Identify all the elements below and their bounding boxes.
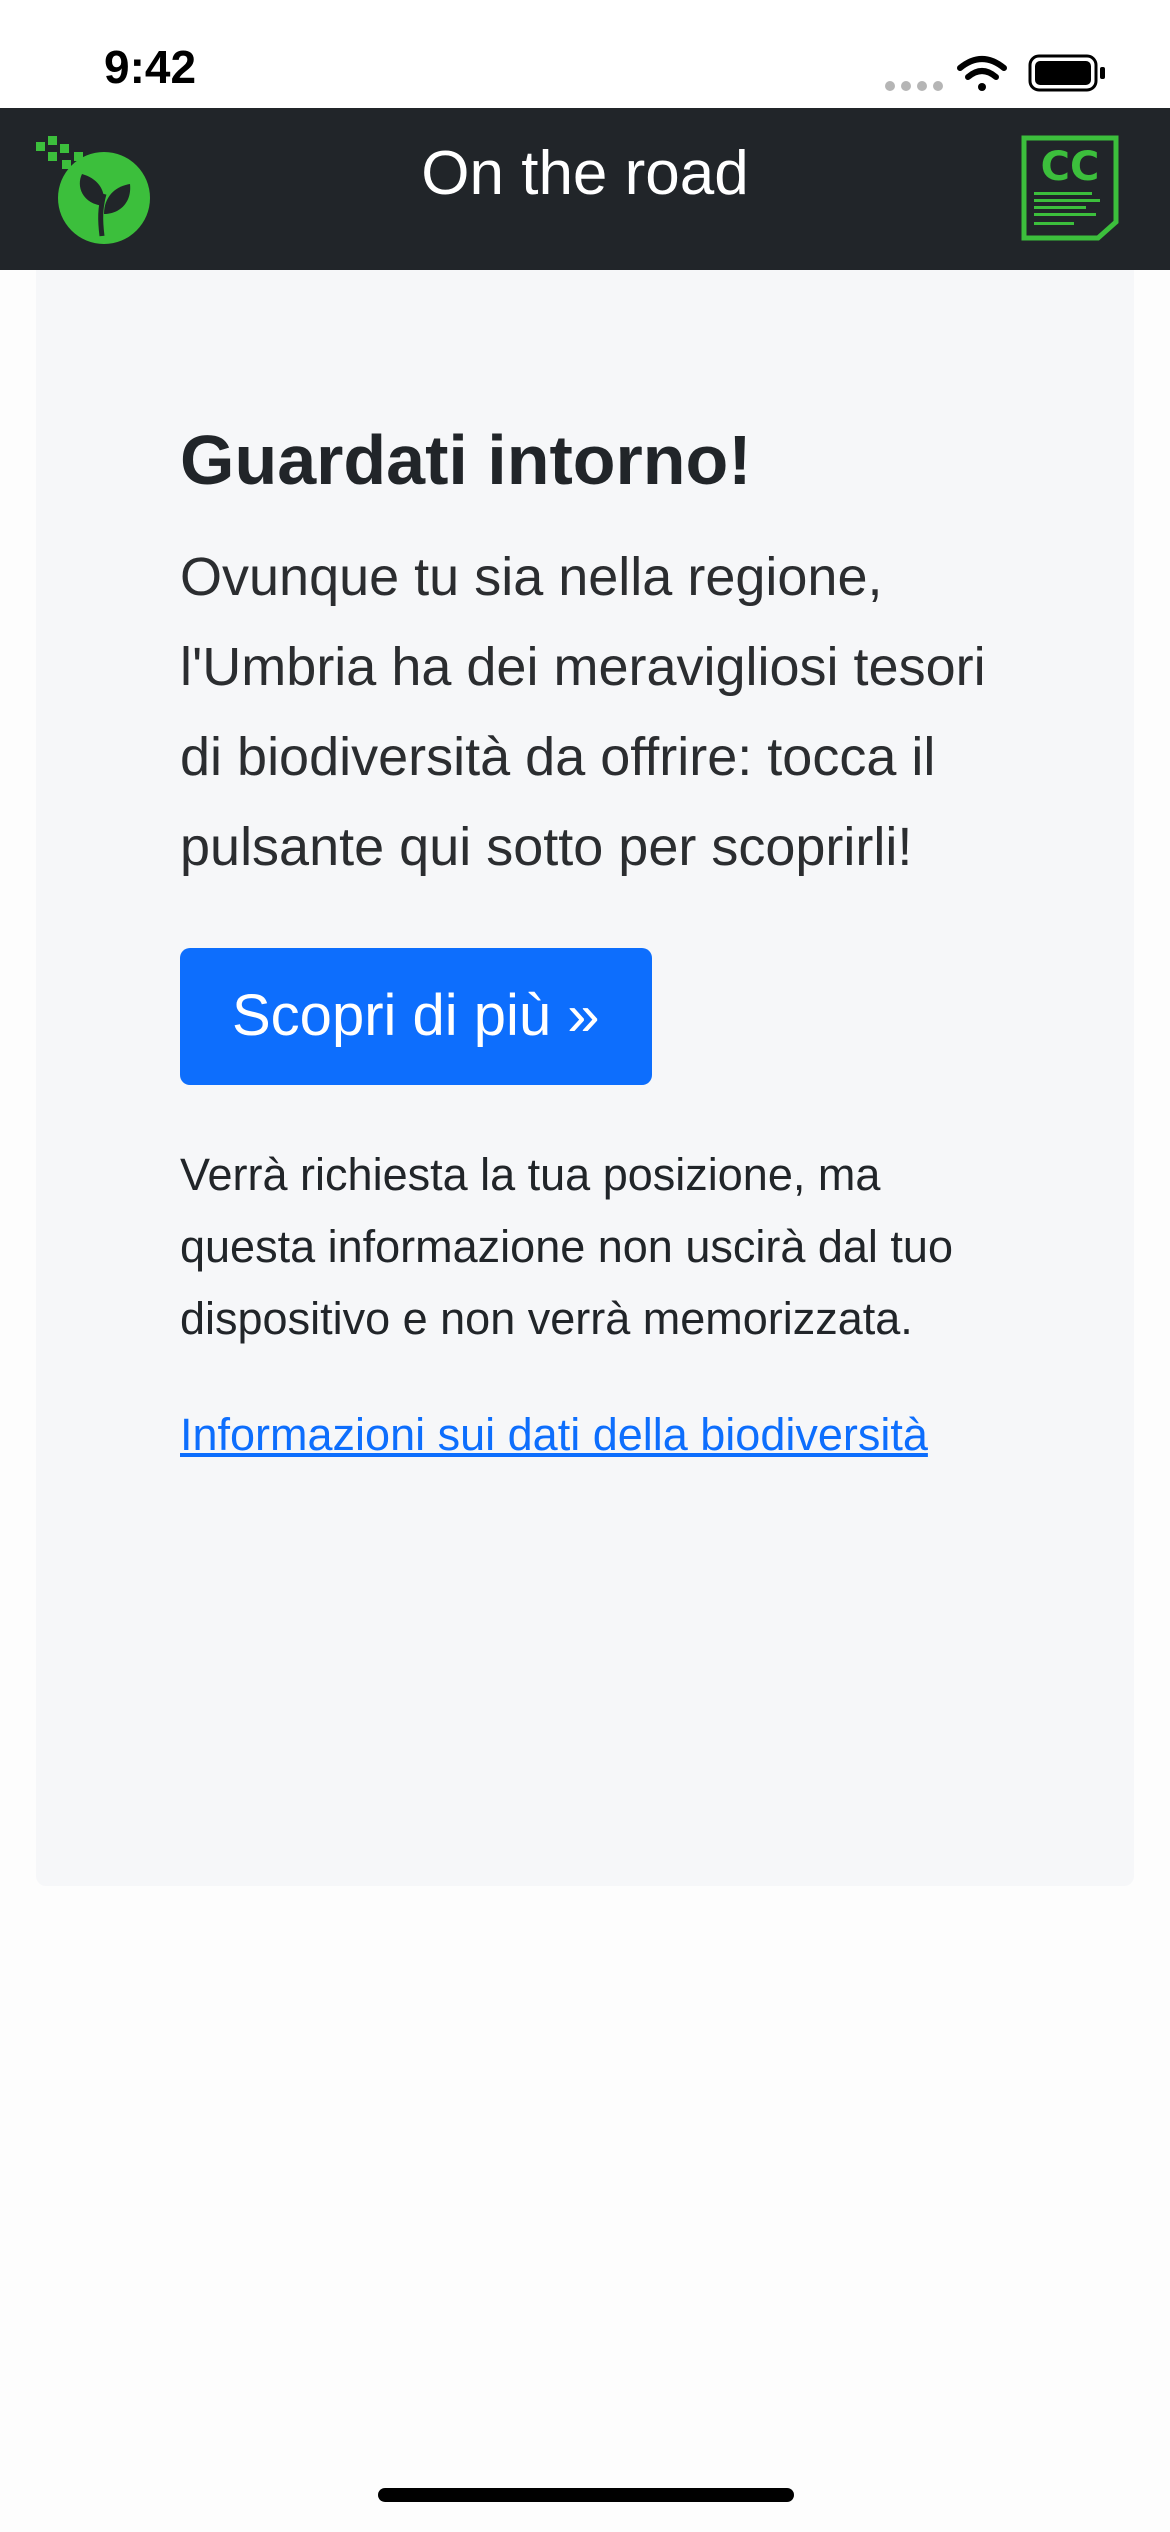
battery-icon bbox=[1030, 56, 1105, 90]
cc-logo-icon[interactable] bbox=[1020, 134, 1120, 242]
wifi-icon bbox=[960, 59, 1004, 91]
headline: Guardati intorno! bbox=[180, 421, 752, 499]
svg-text:CC: CC bbox=[1040, 144, 1100, 190]
lead-text: Ovunque tu sia nella regione, l'Umbria ha dei meravigliosi tesori di biodiversità da offrire: tocca il pulsante qui sotto per scoprirli! bbox=[180, 547, 986, 877]
signal-icon bbox=[885, 81, 943, 91]
biodiversity-data-link[interactable]: Informazioni sui dati della biodiversità bbox=[180, 1408, 928, 1460]
intro-card bbox=[36, 270, 1134, 1886]
navbar bbox=[0, 108, 1170, 270]
navbar-title: On the road bbox=[421, 139, 749, 208]
card-content bbox=[180, 418, 1000, 1471]
status-time: 9:42 bbox=[104, 41, 197, 93]
home-indicator[interactable] bbox=[378, 2488, 794, 2502]
status-icons bbox=[880, 52, 1120, 96]
discover-more-button[interactable]: Scopri di più » bbox=[180, 948, 652, 1085]
status-bar bbox=[0, 0, 1170, 108]
location-notice: Verrà richiesta la tua posizione, ma questa informazione non uscirà dal tuo dispositivo e non verrà memorizzata. bbox=[180, 1148, 953, 1344]
